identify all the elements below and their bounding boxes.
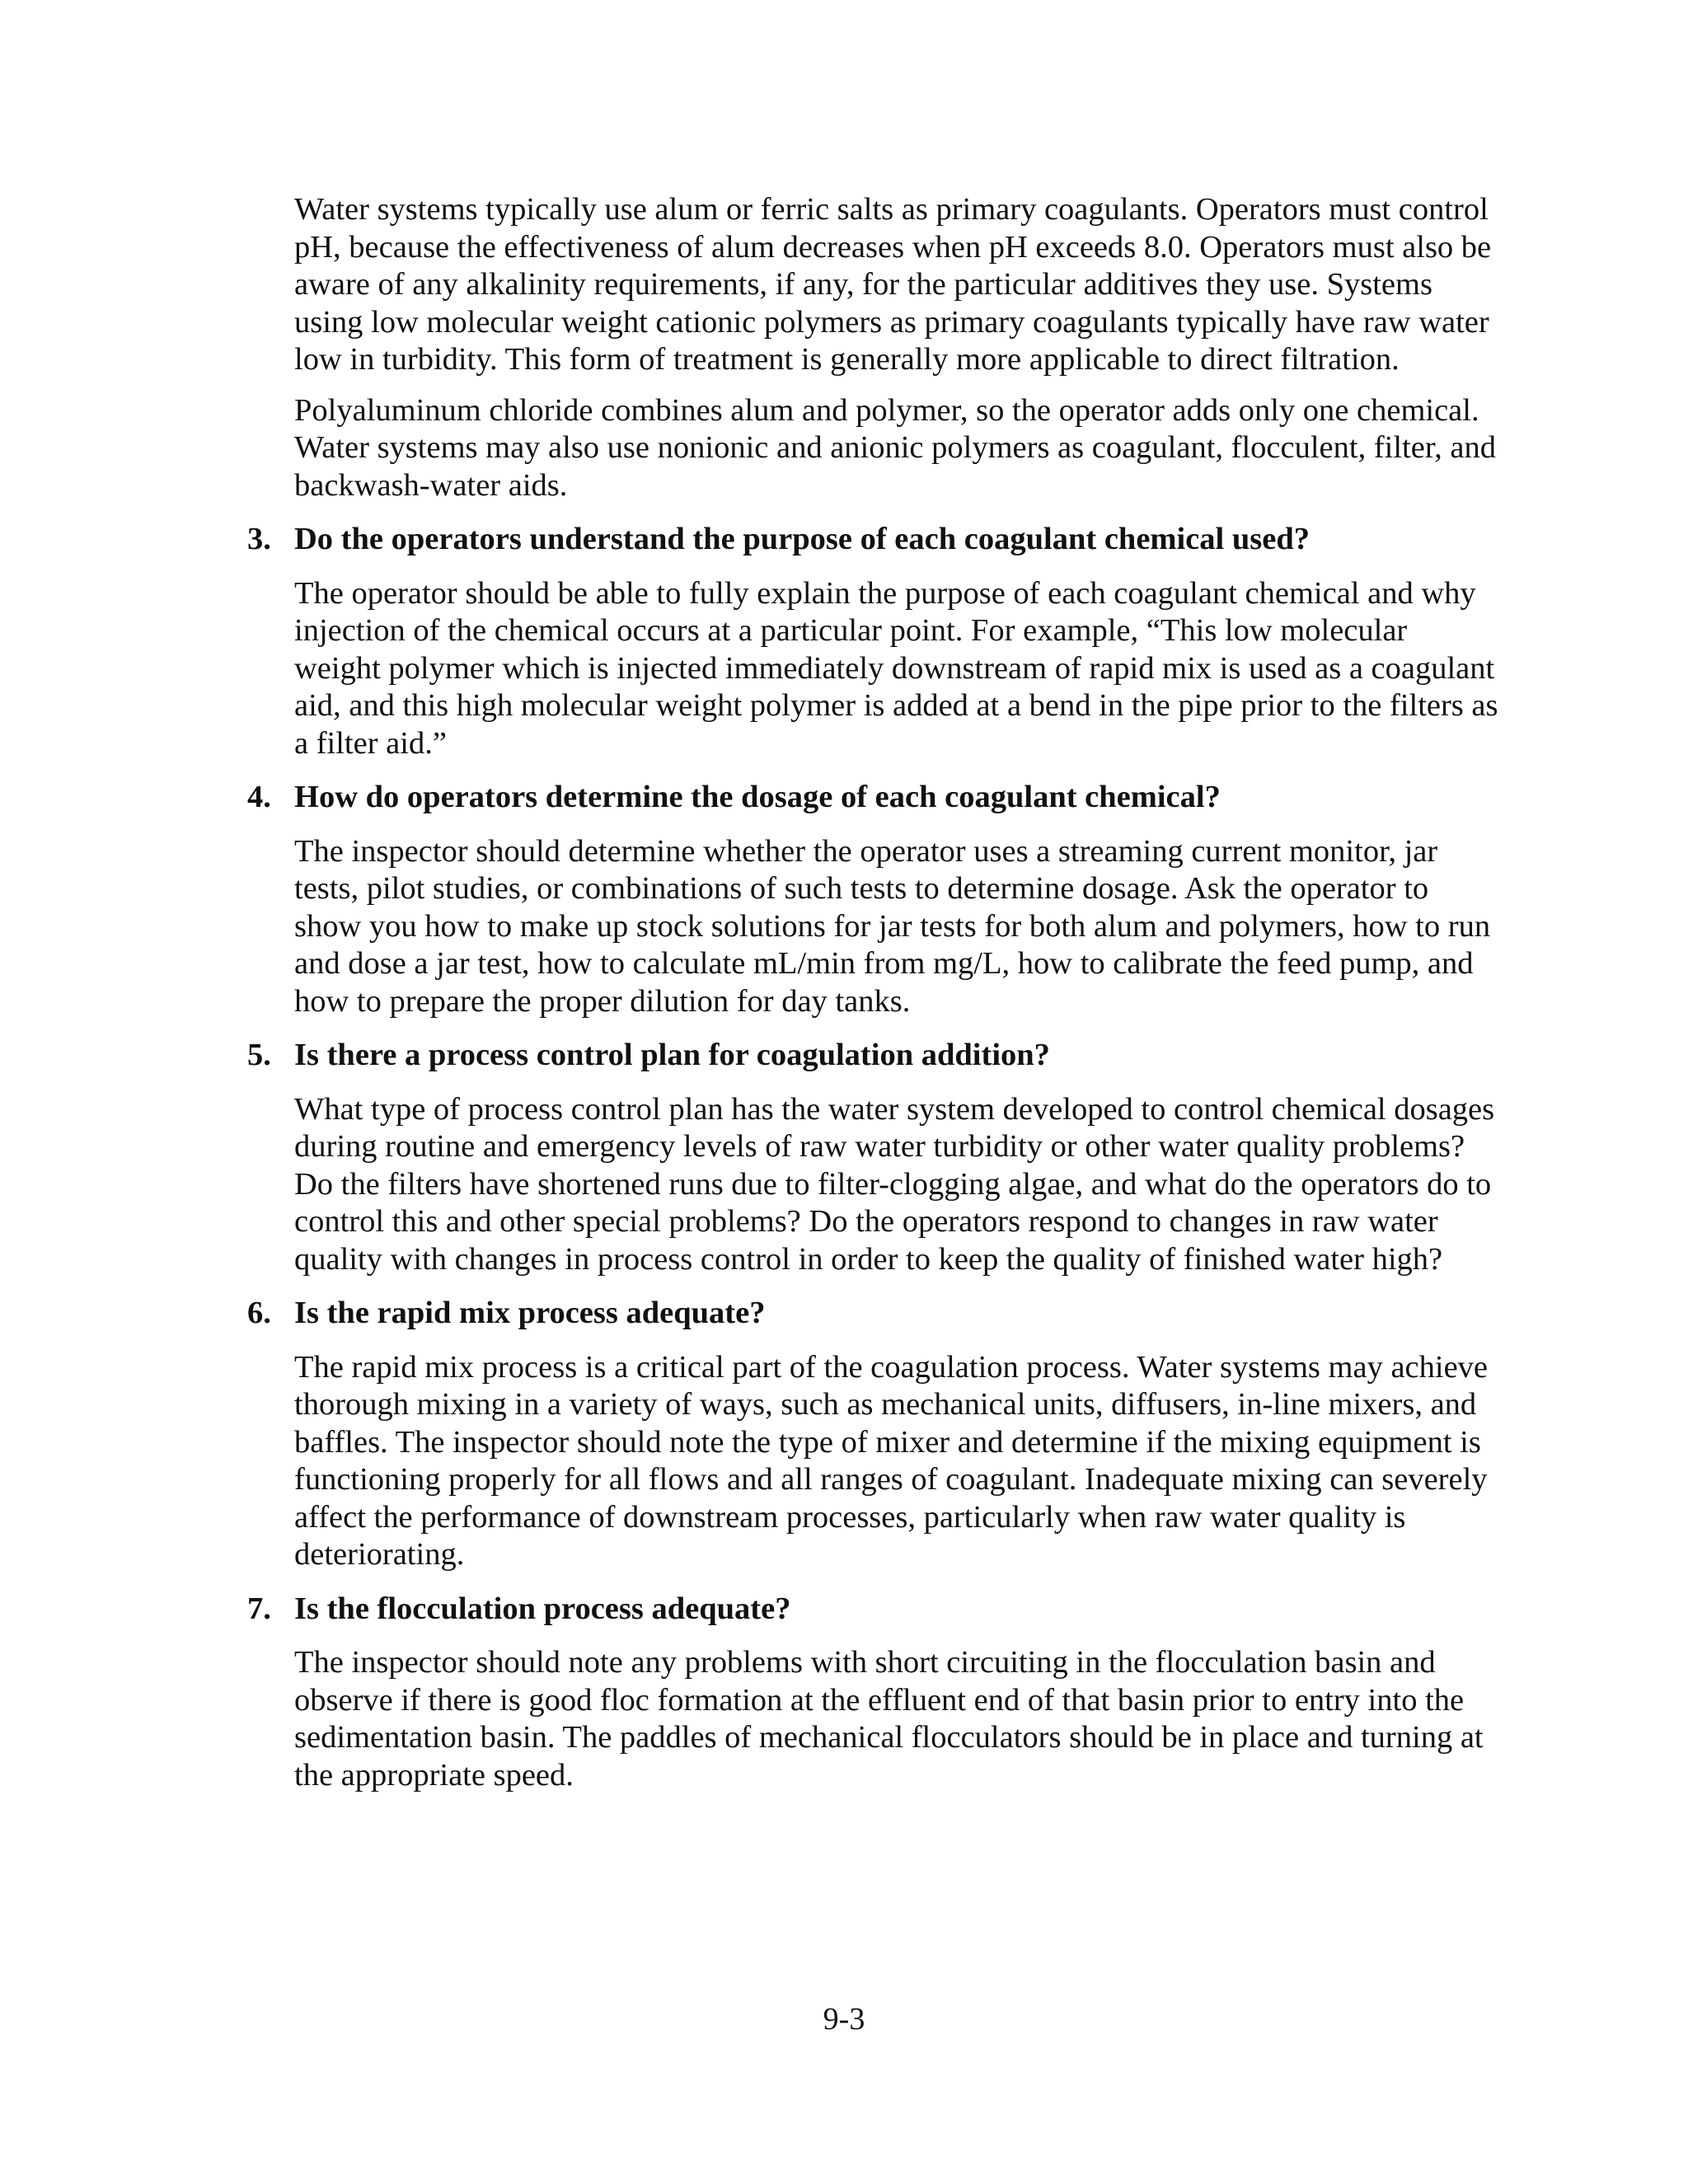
question-number: 6. (247, 1296, 271, 1330)
question-text: Is there a process control plan for coagulation addition? (294, 1038, 1050, 1072)
page-number: 9-3 (823, 2002, 865, 2036)
question-7-answer: The inspector should note any problems with short circuiting in the flocculation basin and observe if there is good floc formation at the effluent end of that basin prior to entry into the sedimentation basin. The paddles of mechanical flocculators should be in place and turning at the appropriate speed. (294, 1645, 1484, 1793)
intro-paragraph-1: Water systems typically use alum or ferric salts as primary coagulants. Operators must control pH, because the effectiveness of alum decreases when pH exceeds 8.0. Operators must also be aware of any alkalinity requirements, if any, for the particular additives they use. Systems using low molecular weight cationic polymers as primary coagulants typically have raw water low in turbidity. This form of treatment is generally more applicable to direct filtration. (294, 192, 1492, 377)
question-5-heading (247, 1037, 1500, 1075)
intro-paragraph-2: Polyaluminum chloride combines alum and polymer, so the operator adds only one chemical. Water systems may also use nonionic and anionic polymers as coagulant, flocculent, filter, and backwash-water aids. (294, 392, 1496, 503)
question-5-answer: What type of process control plan has the water system developed to control chemical dosages during routine and emergency levels of raw water turbidity or other water quality problems? Do the filters have shortened runs due to filter-clogging algae, and what do the operators do to control this and other special problems? Do the operators respond to changes in raw water quality with changes in process control in order to keep the quality of finished water high? (294, 1091, 1495, 1277)
question-6-heading (247, 1295, 1500, 1333)
question-text: Do the operators understand the purpose of each coagulant chemical used? (294, 522, 1310, 556)
question-3-answer: The operator should be able to fully explain the purpose of each coagulant chemical and why injection of the chemical occurs at a particular point. For example, “This low molecular weight polymer which is injected immediately downstream of rapid mix is used as a coagulant aid, and this high molecular weight polymer is added at a bend in the pipe prior to the filters as a filter aid.” (294, 575, 1498, 761)
question-text: Is the flocculation process adequate? (294, 1591, 791, 1626)
question-number: 7. (247, 1591, 271, 1626)
question-7-heading (247, 1591, 1500, 1629)
question-number: 4. (247, 780, 271, 814)
question-text: Is the rapid mix process adequate? (294, 1296, 766, 1330)
question-4-heading (247, 779, 1500, 817)
question-number: 3. (247, 522, 271, 556)
question-3-heading (247, 521, 1500, 559)
question-4-answer: The inspector should determine whether the operator uses a streaming current monitor, jar tests, pilot studies, or combinations of such tests to determine dosage. Ask the operator to show you how to make up stock solutions for jar tests for both alum and polymers, how to run and dose a jar test, how to calculate mL/min from mg/L, how to calibrate the feed pump, and how to prepare the proper dilution for day tanks. (294, 833, 1491, 1019)
question-number: 5. (247, 1038, 271, 1072)
page-content (247, 191, 1500, 1807)
question-text: How do operators determine the dosage of each coagulant chemical? (294, 780, 1221, 814)
question-6-answer: The rapid mix process is a critical part of the coagulation process. Water systems may achieve thorough mixing in a variety of ways, such as mechanical units, diffusers, in-line mixers, and baffles. The inspector should note the type of mixer and determine if the mixing equipment is functioning properly for all flows and all ranges of coagulant. Inadequate mixing can severely affect the performance of downstream processes, particularly when raw water quality is deteriorating. (294, 1349, 1488, 1572)
